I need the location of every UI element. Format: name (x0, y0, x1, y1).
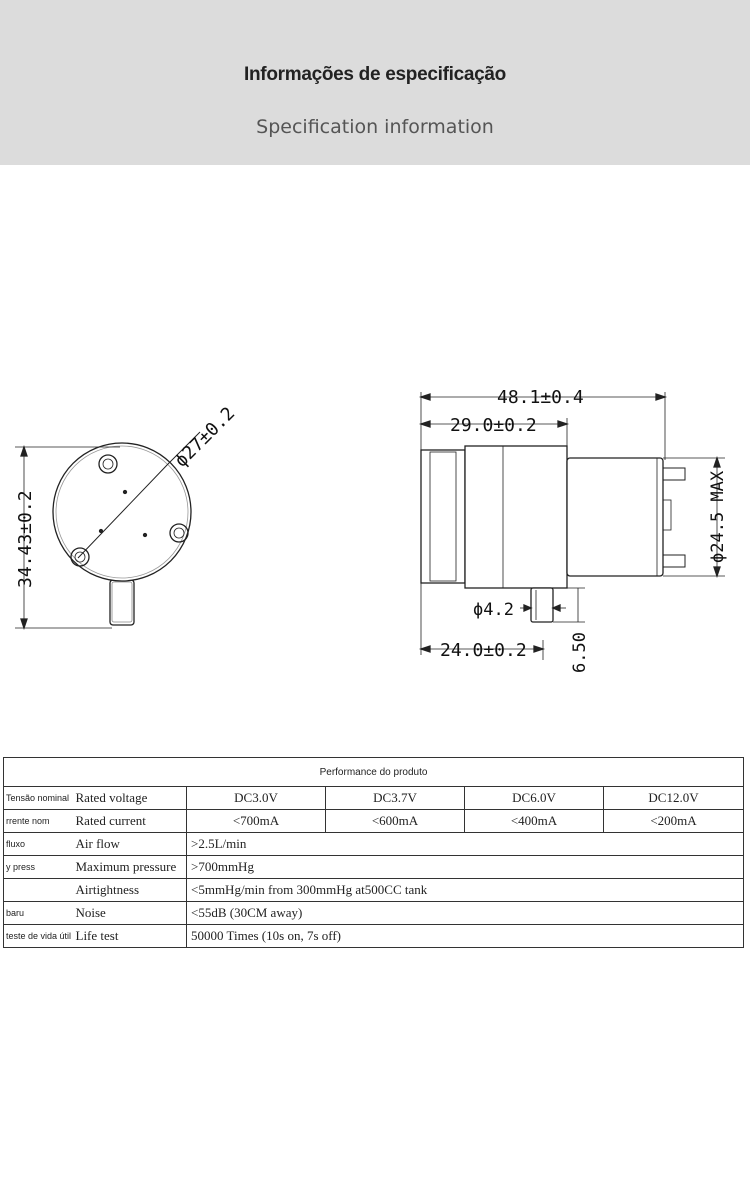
row-label-en: Noise (72, 902, 187, 925)
table-row (4, 925, 744, 948)
page-title-en: Specification information (256, 116, 494, 138)
front-diameter-label: ϕ27±0.2 (170, 403, 240, 472)
max-diameter-label: ϕ24.5 MAX (708, 470, 728, 563)
row-label-pt (4, 879, 72, 902)
technical-drawing (0, 330, 750, 680)
cell-value: <400mA (465, 810, 604, 833)
row-label-en: Maximum pressure (72, 856, 187, 879)
cell-value: DC12.0V (604, 787, 744, 810)
row-label-en: Rated voltage (72, 787, 187, 810)
row-label-pt: y press (4, 856, 72, 879)
row-label-en: Life test (72, 925, 187, 948)
row-label-en: Air flow (72, 833, 187, 856)
cell-value: DC3.0V (187, 787, 326, 810)
table-row (4, 902, 744, 925)
cell-value: DC3.7V (326, 787, 465, 810)
cell-value: >2.5L/min (187, 833, 744, 856)
base-length-label: 24.0±0.2 (440, 640, 527, 661)
cell-value: <5mmHg/min from 300mmHg at500CC tank (187, 879, 744, 902)
cell-value: <700mA (187, 810, 326, 833)
nozzle-length-label: 6.50 (570, 632, 590, 673)
header-banner (0, 0, 750, 165)
table-row (4, 879, 744, 902)
cell-value: <200mA (604, 810, 744, 833)
table-row (4, 833, 744, 856)
front-view (15, 432, 200, 628)
front-height-label: 34.43±0.2 (15, 490, 36, 588)
table-header-row (4, 758, 744, 787)
nozzle-diameter-label: ϕ4.2 (473, 600, 514, 620)
row-label-en: Airtightness (72, 879, 187, 902)
row-label-pt: teste de vida útil (4, 925, 72, 948)
table-title: Performance do produto (4, 758, 744, 787)
row-label-pt: rrente nom (4, 810, 72, 833)
cell-value: <600mA (326, 810, 465, 833)
row-label-pt: fluxo (4, 833, 72, 856)
cell-value: >700mmHg (187, 856, 744, 879)
table-row (4, 810, 744, 833)
cell-value: <55dB (30CM away) (187, 902, 744, 925)
body-length-label: 29.0±0.2 (450, 415, 537, 436)
cell-value: 50000 Times (10s on, 7s off) (187, 925, 744, 948)
row-label-en: Rated current (72, 810, 187, 833)
page-title-pt: Informações de especificação (244, 64, 506, 85)
table-row (4, 787, 744, 810)
performance-table (3, 757, 743, 948)
total-length-label: 48.1±0.4 (497, 387, 584, 408)
cell-value: DC6.0V (465, 787, 604, 810)
row-label-pt: baru (4, 902, 72, 925)
row-label-pt: Tensão nominal (4, 787, 72, 810)
table-row (4, 856, 744, 879)
